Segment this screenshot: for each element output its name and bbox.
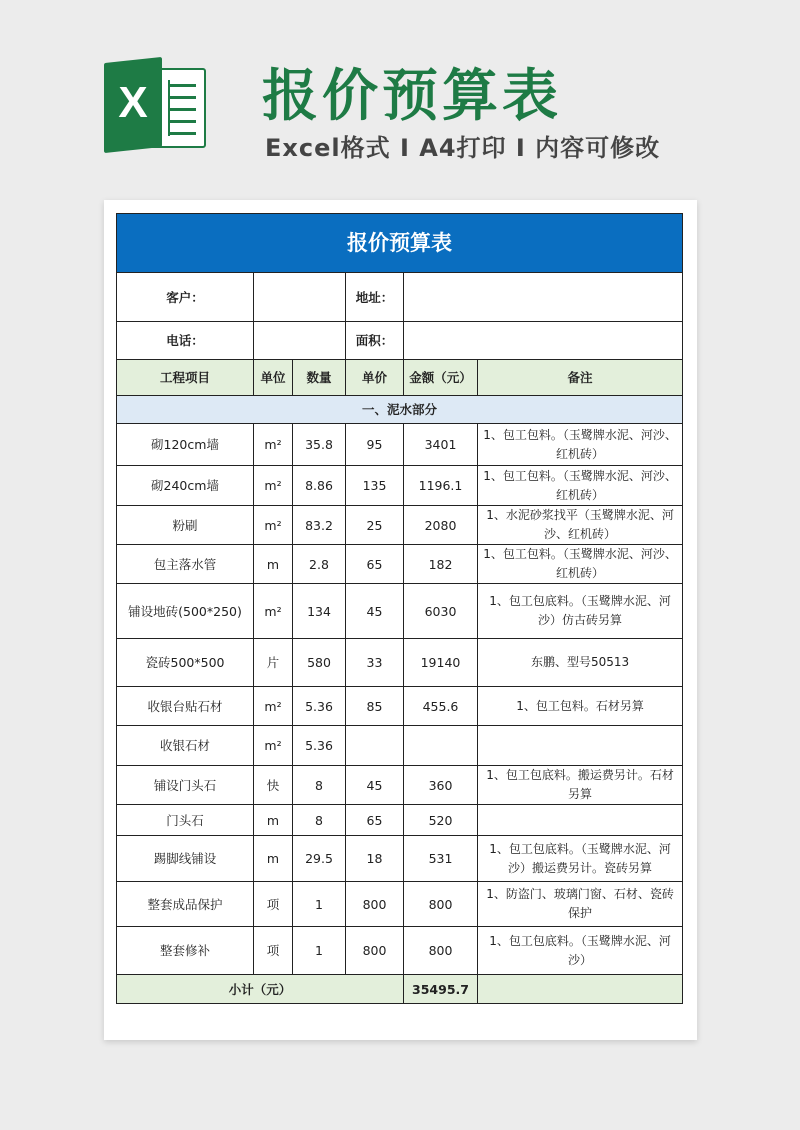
cell-amount[interactable]: 520 [404, 805, 478, 836]
cell-unit[interactable]: m² [254, 584, 293, 639]
column-header-row [117, 360, 683, 396]
cell-price[interactable]: 135 [346, 466, 404, 506]
section-row [117, 396, 683, 424]
cell-unit[interactable]: m [254, 805, 293, 836]
table-title-row [117, 214, 683, 273]
cell-unit[interactable]: m [254, 836, 293, 882]
cell-note[interactable]: 1、防盗门、玻璃门窗、石材、瓷砖保护 [478, 882, 683, 927]
cell-price[interactable]: 25 [346, 506, 404, 545]
cell-qty[interactable]: 8.86 [293, 466, 346, 506]
table-row [117, 424, 683, 466]
cell-unit[interactable]: m² [254, 506, 293, 545]
cell-qty[interactable]: 83.2 [293, 506, 346, 545]
column-header-amount: 金额（元） [404, 360, 478, 396]
total-row [117, 975, 683, 1004]
quote-table [116, 213, 683, 1004]
phone-label: 电话： [117, 322, 254, 360]
column-header-item: 工程项目 [117, 360, 254, 396]
cell-amount[interactable]: 2080 [404, 506, 478, 545]
cell-amount[interactable]: 6030 [404, 584, 478, 639]
cell-unit[interactable]: 片 [254, 639, 293, 687]
cell-qty[interactable]: 2.8 [293, 545, 346, 584]
cell-item[interactable]: 踢脚线铺设 [117, 836, 254, 882]
cell-amount[interactable]: 3401 [404, 424, 478, 466]
column-header-qty: 数量 [293, 360, 346, 396]
column-header-price: 单价 [346, 360, 404, 396]
cell-price[interactable]: 45 [346, 584, 404, 639]
cell-amount[interactable] [404, 726, 478, 766]
cell-item[interactable]: 整套修补 [117, 927, 254, 975]
table-row [117, 584, 683, 639]
total-value[interactable]: 35495.7 [404, 975, 478, 1004]
cell-note[interactable]: 1、包工包料。（玉鹭牌水泥、河沙、红机砖） [478, 424, 683, 466]
address-value[interactable] [404, 273, 683, 322]
customer-label: 客户： [117, 273, 254, 322]
cell-note[interactable]: 1、包工包底料。（玉鹭牌水泥、河沙） [478, 927, 683, 975]
customer-row [117, 273, 683, 322]
cell-price[interactable]: 65 [346, 545, 404, 584]
cell-unit[interactable]: m² [254, 424, 293, 466]
cell-amount[interactable]: 360 [404, 766, 478, 805]
cell-note[interactable]: 东鹏、型号50513 [478, 639, 683, 687]
cell-qty[interactable]: 8 [293, 766, 346, 805]
cell-unit[interactable]: 项 [254, 882, 293, 927]
table-row [117, 836, 683, 882]
table-row [117, 639, 683, 687]
total-label: 小计（元） [117, 975, 404, 1004]
cell-note[interactable]: 1、包工包底料。（玉鹭牌水泥、河沙）仿古砖另算 [478, 584, 683, 639]
cell-item[interactable]: 收银石材 [117, 726, 254, 766]
excel-logo-icon [104, 60, 204, 150]
address-label: 地址： [346, 273, 404, 322]
cell-qty[interactable]: 35.8 [293, 424, 346, 466]
cell-qty[interactable]: 1 [293, 927, 346, 975]
cell-item[interactable]: 收银台贴石材 [117, 687, 254, 726]
cell-note[interactable]: 1、包工包料。石材另算 [478, 687, 683, 726]
cell-qty[interactable]: 5.36 [293, 726, 346, 766]
table-row [117, 466, 683, 506]
table-row [117, 506, 683, 545]
cell-unit[interactable]: 项 [254, 927, 293, 975]
section-title: 一、泥水部分 [117, 396, 683, 424]
cell-item[interactable]: 砌120cm墙 [117, 424, 254, 466]
cell-item[interactable]: 铺设地砖(500*250) [117, 584, 254, 639]
cell-unit[interactable]: 快 [254, 766, 293, 805]
cell-qty[interactable]: 580 [293, 639, 346, 687]
cell-note[interactable] [478, 726, 683, 766]
cell-price[interactable]: 95 [346, 424, 404, 466]
phone-value[interactable] [254, 322, 346, 360]
phone-row [117, 322, 683, 360]
banner-subtitle: Excel格式 I A4打印 I 内容可修改 [265, 134, 661, 162]
cell-item[interactable]: 门头石 [117, 805, 254, 836]
cell-price[interactable]: 800 [346, 882, 404, 927]
cell-item[interactable]: 包主落水管 [117, 545, 254, 584]
document-page [104, 200, 697, 1040]
cell-price[interactable]: 65 [346, 805, 404, 836]
customer-value[interactable] [254, 273, 346, 322]
cell-note[interactable]: 1、包工包底料。搬运费另计。石材另算 [478, 766, 683, 805]
cell-note[interactable]: 1、包工包底料。（玉鹭牌水泥、河沙）搬运费另计。瓷砖另算 [478, 836, 683, 882]
cell-unit[interactable]: m² [254, 687, 293, 726]
cell-item[interactable]: 整套成品保护 [117, 882, 254, 927]
cell-note[interactable] [478, 805, 683, 836]
table-row [117, 927, 683, 975]
table-row [117, 882, 683, 927]
table-title: 报价预算表 [117, 214, 683, 273]
cell-price[interactable]: 45 [346, 766, 404, 805]
cell-price[interactable]: 800 [346, 927, 404, 975]
table-row [117, 545, 683, 584]
logo-letter: X [118, 78, 148, 127]
cell-note[interactable]: 1、包工包料。（玉鹭牌水泥、河沙、红机砖） [478, 545, 683, 584]
cell-item[interactable]: 铺设门头石 [117, 766, 254, 805]
table-row [117, 687, 683, 726]
cell-note[interactable]: 1、包工包料。（玉鹭牌水泥、河沙、红机砖） [478, 466, 683, 506]
cell-item[interactable]: 粉刷 [117, 506, 254, 545]
cell-qty[interactable]: 29.5 [293, 836, 346, 882]
cell-unit[interactable]: m [254, 545, 293, 584]
cell-unit[interactable]: m² [254, 726, 293, 766]
cell-amount[interactable]: 19140 [404, 639, 478, 687]
banner [0, 0, 800, 200]
column-header-note: 备注 [478, 360, 683, 396]
cell-item[interactable]: 瓷砖500*500 [117, 639, 254, 687]
area-label: 面积： [346, 322, 404, 360]
cell-amount[interactable]: 800 [404, 882, 478, 927]
cell-amount[interactable]: 531 [404, 836, 478, 882]
cell-note[interactable]: 1、水泥砂浆找平（玉鹭牌水泥、河沙、红机砖） [478, 506, 683, 545]
cell-price[interactable]: 33 [346, 639, 404, 687]
cell-amount[interactable]: 800 [404, 927, 478, 975]
column-header-unit: 单位 [254, 360, 293, 396]
cell-qty[interactable]: 8 [293, 805, 346, 836]
cell-price[interactable]: 18 [346, 836, 404, 882]
banner-title: 报价预算表 [262, 64, 562, 129]
cell-qty[interactable]: 1 [293, 882, 346, 927]
table-row [117, 726, 683, 766]
cell-qty[interactable]: 5.36 [293, 687, 346, 726]
cell-unit[interactable]: m² [254, 466, 293, 506]
cell-amount[interactable]: 1196.1 [404, 466, 478, 506]
table-row [117, 766, 683, 805]
cell-item[interactable]: 砌240cm墙 [117, 466, 254, 506]
cell-price[interactable] [346, 726, 404, 766]
table-row [117, 805, 683, 836]
total-note[interactable] [478, 975, 683, 1004]
cell-qty[interactable]: 134 [293, 584, 346, 639]
cell-amount[interactable]: 455.6 [404, 687, 478, 726]
cell-amount[interactable]: 182 [404, 545, 478, 584]
area-value[interactable] [404, 322, 683, 360]
cell-price[interactable]: 85 [346, 687, 404, 726]
